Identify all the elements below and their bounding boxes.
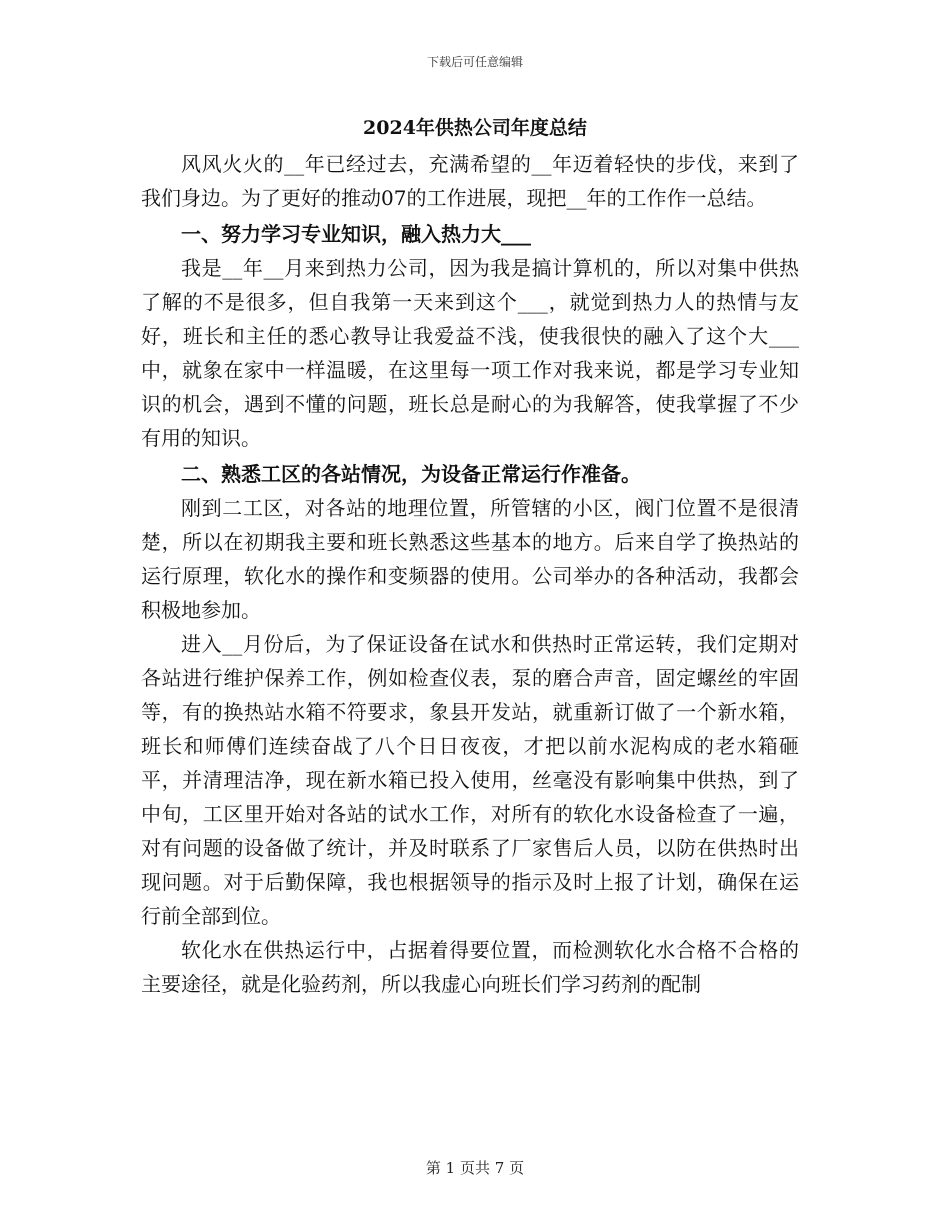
document-body (141, 147, 799, 1001)
paragraph-stations: 刚到二工区，对各站的地理位置，所管辖的小区，阀门位置不是很清楚，所以在初期我主要和班长熟悉这些基本的地方。后来自学了换热站的运行原理，软化水的操作和变频器的使用。公司举办的各种活动，我都会积极地参加。 (141, 496, 799, 622)
page-number: 第 1 页共 7 页 (425, 1159, 525, 1177)
section-heading-2: 二、熟悉工区的各站情况，为设备正常运行作准备。 (181, 462, 641, 486)
document-title: 2024年供热公司年度总结 (363, 117, 587, 139)
paragraph-section-1: 我是__年__月来到热力公司，因为我是搞计算机的，所以对集中供热了解的不是很多，但自我第一天来到这个___，就觉到热力人的热情与友好，班长和主任的悉心教导让我爱益不浅，使我很快的融入了这个大___中，就象在家中一样温暖，在这里每一项工作对我来说，都是学习专业知识的机会，遇到不懂的问题，班长总是耐心的为我解答，使我掌握了不少有用的知识。 (141, 256, 799, 450)
section-heading-1: 一、努力学习专业知识，融入热力大___ (181, 222, 531, 246)
paragraph-maintenance: 进入__月份后，为了保证设备在试水和供热时正常运转，我们定期对各站进行维护保养工作，例如检查仪表，泵的磨合声音，固定螺丝的牢固等，有的换热站水箱不符要求，象县开发站，就重新订做了一个新水箱，班长和师傅们连续奋战了八个日日夜夜，才把以前水泥构成的老水箱砸平，并清理洁净，现在新水箱已投入使用，丝毫没有影响集中供热，到了中旬，工区里开始对各站的试水工作，对所有的软化水设备检查了一遍，对有问题的设备做了统计，并及时联系了厂家售后人员，以防在供热时出现问题。对于后勤保障，我也根据领导的指示及时上报了计划，确保在运行前全部到位。 (141, 632, 799, 928)
page-header-note: 下载后可任意编辑 (426, 55, 523, 69)
paragraph-softened-water: 软化水在供热运行中，占据着得要位置，而检测软化水合格不合格的主要途径，就是化验药剂，所以我虚心向班长们学习药剂的配制 (141, 938, 799, 996)
paragraph-intro: 风风火火的__年已经过去，充满希望的__年迈着轻快的步伐，来到了我们身边。为了更好的推动07的工作进展，现把__年的工作作一总结。 (141, 152, 799, 210)
